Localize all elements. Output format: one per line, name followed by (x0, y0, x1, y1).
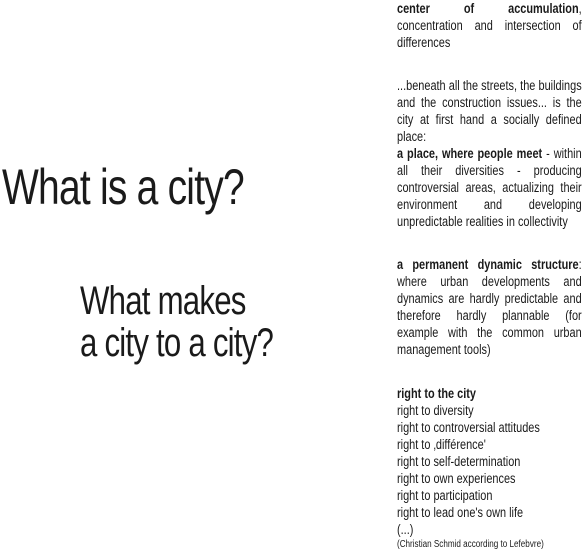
main-heading: What is a city? (2, 159, 244, 215)
accumulation-term: center of accumulation (397, 1, 579, 16)
citation: (Christian Schmid according to Lefebvre) (397, 539, 544, 550)
place-paragraph (397, 145, 582, 230)
place-term: a place, where people meet (397, 146, 543, 161)
sub-heading-line-1: What makes (80, 279, 246, 323)
dynamic-paragraph (397, 256, 582, 358)
rights-list-item: right to lead one's own life (397, 505, 524, 520)
rights-list-item: right to controversial attitudes (397, 420, 540, 435)
place-text: - within all their diversities - producing controversial areas, actualizing their environment and developing unpredictable realities in collectivity (397, 146, 582, 229)
rights-list (397, 402, 582, 538)
dynamic-term: a permanent dynamic structure (397, 257, 579, 272)
beneath-paragraph: ...beneath all the streets, the buildings and the construction issues... is the city at first hand a socially defined place: (397, 78, 582, 144)
rights-list-item: right to diversity (397, 403, 474, 418)
rights-list-item: right to self-determination (397, 454, 521, 469)
rights-list-item: right to own experiences (397, 471, 516, 486)
sub-heading-line-2: a city to a city? (80, 321, 274, 365)
accumulation-paragraph (397, 0, 582, 51)
dynamic-text: : where urban developments and dynamics are hardly predictable and therefore hardly plannable (for example with the common urban management tools) (397, 257, 582, 357)
sub-heading (80, 280, 273, 364)
rights-list-item: (...) (397, 522, 414, 537)
rights-list-item: right to participation (397, 488, 493, 503)
rights-list-item: right to ‚différence' (397, 437, 486, 452)
accumulation-text: , concentration and intersection of differences (397, 1, 582, 50)
text-column (397, 0, 582, 551)
right-to-city-title: right to the city (397, 386, 476, 401)
